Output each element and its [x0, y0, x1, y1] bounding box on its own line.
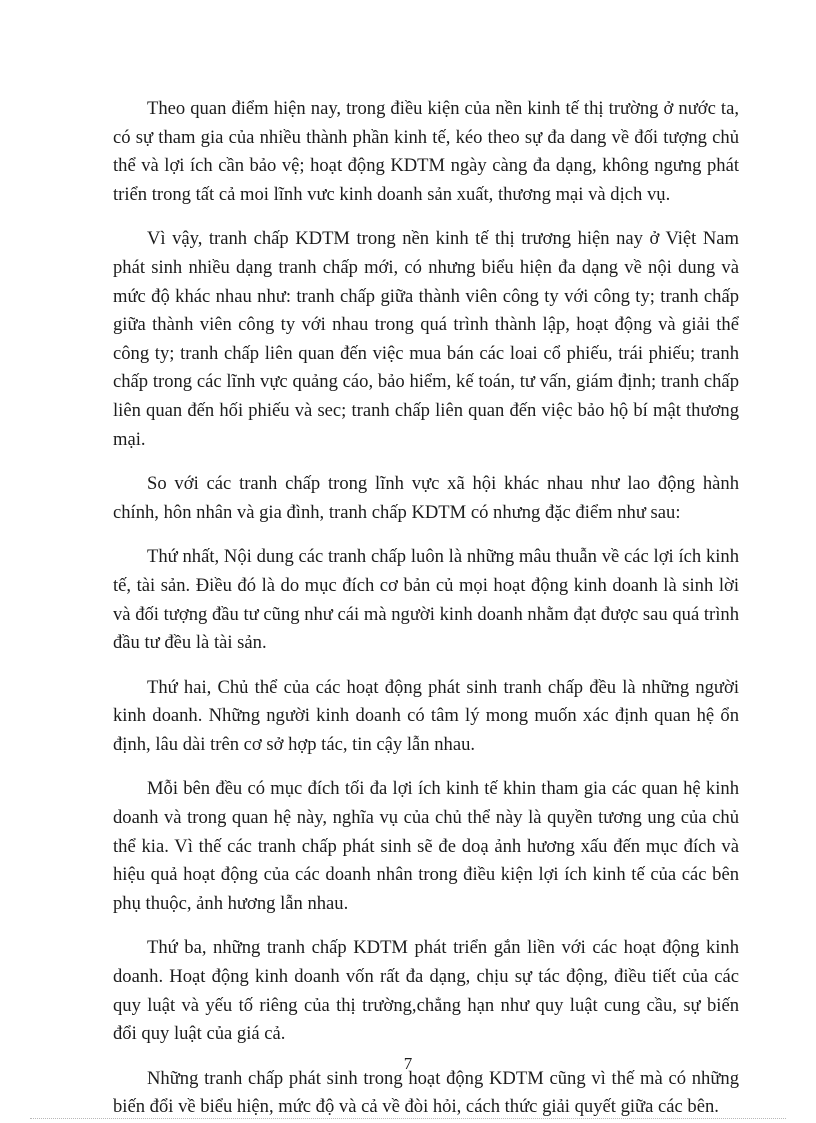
paragraph: Thứ hai, Chủ thể của các hoạt động phát sinh tranh chấp đều là những người kinh doanh. Những người kinh doanh có tâm lý mong muốn xác định quan hệ ổn định, lâu dài trên cơ sở hợp tác, tin cậy lẫn nhau. — [113, 676, 739, 755]
page-number: 7 — [403, 1054, 413, 1073]
paragraph: Mỗi bên đều có mục đích tối đa lợi ích kinh tế khin tham gia các quan hệ kinh doanh và trong quan hệ này, nghĩa vụ của chủ thể này là quyền tương ung của chủ thể kia. Vì thế các tranh chấp phát sinh sẽ đe doạ ảnh hương xấu đến mục đích và hiệu quả hoạt động của các doanh nhân trong điều kiện lợi ích kinh tế của các bên phụ thuộc, ảnh hương lẫn nhau. — [113, 778, 739, 914]
paragraph: Thứ ba, những tranh chấp KDTM phát triển gắn liền với các hoạt động kinh doanh. Hoạt động kinh doanh vốn rất đa dạng, chịu sự tác động, điều tiết của các quy luật và yếu tố riêng của thị trường,chẳng hạn như quy luật cung cầu, sự biến đổi quy luật của giá cả. — [113, 937, 739, 1045]
paragraph: Theo quan điểm hiện nay, trong điều kiện của nền kinh tế thị trường ở nước ta, có sự tham gia của nhiều thành phần kinh tế, kéo theo sự đa dang về đối tượng chủ thể và lợi ích cần bảo vệ; hoạt động KDTM ngày càng đa dạng, không ngưng phát triển trong tất cả moi lĩnh vưc kinh doanh sản xuất, thương mại và dịch vụ. — [113, 98, 739, 205]
paragraph: Những tranh chấp phát sinh trong hoạt động KDTM cũng vì thế mà có những biến đổi về biểu hiện, mức độ và cả về đòi hỏi, cách thức giải quyết giữa các bên. — [113, 1067, 739, 1118]
paragraph: Vì vậy, tranh chấp KDTM trong nền kinh tế thị trương hiện nay ở Việt Nam phát sinh nhiều dạng tranh chấp mới, có nhưng biểu hiện đa dạng về nội dung và mức độ khác nhau như: tranh chấp giữa thành viên công ty với công ty; tranh chấp giữa thành viên công ty với nhau trong quá trình thành lập, hoạt động và giải thể công ty; tranh chấp liên quan đến việc mua bán các loai cổ phiếu, trái phiếu; tranh chấp trong các lĩnh vực quảng cáo, bảo hiểm, kế toán, tư vấn, giám định; tranh chấp liên quan đến hối phiếu và sec; tranh chấp liên quan đến việc bảo hộ bí mật thương mại. — [113, 228, 739, 450]
body-text — [113, 95, 739, 1122]
page-divider — [30, 1118, 786, 1119]
paragraph: So với các tranh chấp trong lĩnh vực xã hội khác nhau như lao động hành chính, hôn nhân và gia đình, tranh chấp KDTM có nhưng đặc điểm như sau: — [113, 473, 739, 523]
paragraph: Thứ nhất, Nội dung các tranh chấp luôn là những mâu thuẫn về các lợi ích kinh tế, tài sản. Điều đó là do mục đích cơ bản củ mọi hoạt động kinh doanh là sinh lời và đối tượng đầu tư cũng như cái mà người kinh doanh nhằm đạt được sau quá trình đầu tư đều là tài sản. — [113, 546, 739, 654]
